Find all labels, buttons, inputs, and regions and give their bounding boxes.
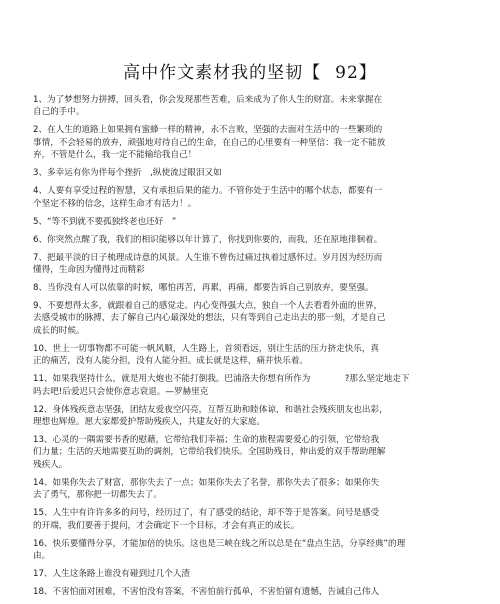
list-item <box>33 300 473 337</box>
list-item <box>33 568 473 580</box>
paragraph-line: 17、人生这条路上谁没有碰到过几个人渣 <box>33 569 191 580</box>
list-item <box>33 343 473 368</box>
paragraph-list <box>33 94 473 604</box>
paragraph-line: 15、人生中有许许多多的问号，经历过了，有了感受的结论，却不等于是答案。问号是感受 <box>33 508 380 519</box>
paragraph-line: 16、快乐要懂得分享，才能加倍的快乐。这也是三峡在线之所以总是在“盘点生活，分享经典”的理 <box>33 538 406 549</box>
title-text: 高中作文素材我的坚韧【 <box>123 63 322 83</box>
list-item <box>33 538 473 563</box>
list-item <box>33 507 473 532</box>
paragraph-line: 1、为了梦想努力拼搏，回头看，你会发现那些苦难，后来成为了你人生的财富。未来掌握在 <box>33 95 383 105</box>
list-item <box>33 477 473 502</box>
paragraph-line: 2、在人生的道路上如果拥有蜜蜂一样的精神，永不言败，坚强的去面对生活中的一些繁琐的 <box>33 125 383 136</box>
paragraph-line: 正的痛苦，没有人能分担，没有人能分担。成长就是这样，痛并快乐着。 <box>33 356 309 367</box>
paragraph-line: 成长的时候。 <box>33 325 85 336</box>
paragraph-line: 11、如果我坚持什么，就是用大炮也不能打倒我。巴浦洛夫你想有所作为 ?那么坚定地走下 <box>33 374 410 385</box>
list-item <box>33 434 473 471</box>
list-item <box>33 404 473 429</box>
paragraph-line: 9、不要想得太多，就跟着自己的感觉走。内心变得强大点，独自一个人去看看外面的世界， <box>33 301 383 312</box>
paragraph-line: 3、多幸运有你为伴每个挫折 ,纵使流过眼泪又如 <box>33 168 222 179</box>
paragraph-line: 懂得，生命因为懂得过而精彩 <box>33 265 145 276</box>
paragraph-line: 自己的手中。 <box>33 107 85 118</box>
list-item <box>33 94 473 119</box>
paragraph-line: 13、心灵的一隅需要书香的慰藉，它带给我们幸福；生命的旅程需要爱心的引领，它带给我 <box>33 435 380 446</box>
paragraph-line: 10、世上一切事物都不可能一帆风顺，人生路上，首须看远，别让生活的压力挤走快乐，真 <box>33 343 380 354</box>
paragraph-line: 残疾人。 <box>33 459 68 470</box>
list-item <box>33 586 473 598</box>
list-item <box>33 216 473 228</box>
paragraph-line: 7、把最平淡的日子梳理成诗意的风景。人生谁不曾伤过痛过执着过感怀过。岁月因为经历而 <box>33 252 383 263</box>
title-number: 92】 <box>335 63 377 83</box>
paragraph-line: 去感受城市的脉搏，去了解自己内心最深处的想法，只有等到自己走出去的那一刻，才是自己 <box>33 313 386 324</box>
paragraph-line: 8、当你没有人可以依靠的时候，哪怕再苦，再累，再痛，都要告诉自己别放弃，要坚强。 <box>33 283 374 294</box>
paragraph-line: 个坚定不移的信念，这样生命才有活力！。 <box>33 198 197 209</box>
paragraph-line: 理想也辉煌。愿大家都爱护帮助残疾人，共建友好的大家庭。 <box>33 417 266 428</box>
paragraph-line: 吗去吧!后爱迟只会使你意志衰退。—罗赫里克 <box>33 386 209 397</box>
list-item <box>33 282 473 294</box>
list-item <box>33 185 473 210</box>
paragraph-line: 4、人要有享受过程的智慧，又有承担后果的能力。不管你处于生活中的哪个状态，都要有一 <box>33 186 383 197</box>
list-item <box>33 167 473 179</box>
paragraph-line: 去了勇气，那你把一切都失去了。 <box>33 490 162 501</box>
paragraph-line: 5、“等不到就不要孤独终老也还好 ” <box>33 216 177 227</box>
paragraph-line: 的开端，我们要善于提问，才会确定下一个目标，才会有真正的成长。 <box>33 520 300 531</box>
paragraph-line: 12、身体残疾意志坚强，团结友爱夜空闪亮，互帮互助和睦体谅，和谐社会残疾朋友也出彩， <box>33 404 388 415</box>
list-item <box>33 124 473 161</box>
paragraph-line: 弃，不管是什么，我一定不能输给我自己！ <box>33 150 197 161</box>
list-item <box>33 234 473 246</box>
list-item <box>33 252 473 277</box>
paragraph-line: 们力量；生活的天地需要互助的调剂，它带给我们快乐。全国助残日，伸出爱的双手帮助理解 <box>33 447 386 458</box>
paragraph-line: 6、你突然点醒了我，我们的相识能够以年计算了，你找到你要的，而我，还在原地徘徊着。 <box>33 234 383 245</box>
paragraph-line: 事情，不会轻易的放弃，顽强地对待自己的生命，在自己的心里要有一种坚信：我一定不能放 <box>33 137 386 148</box>
document-title <box>0 58 500 83</box>
list-item <box>33 373 473 398</box>
paragraph-line: 由。 <box>33 551 51 562</box>
paragraph-line: 18、不害怕面对困难，不害怕没有答案，不害怕前行孤单，不害怕留有遗憾，告诫自己伟人 <box>33 587 380 598</box>
paragraph-line: 14、如果你失去了财富，那你失去了一点；如果你失去了名誉，那你失去了很多；如果你失 <box>33 477 380 488</box>
